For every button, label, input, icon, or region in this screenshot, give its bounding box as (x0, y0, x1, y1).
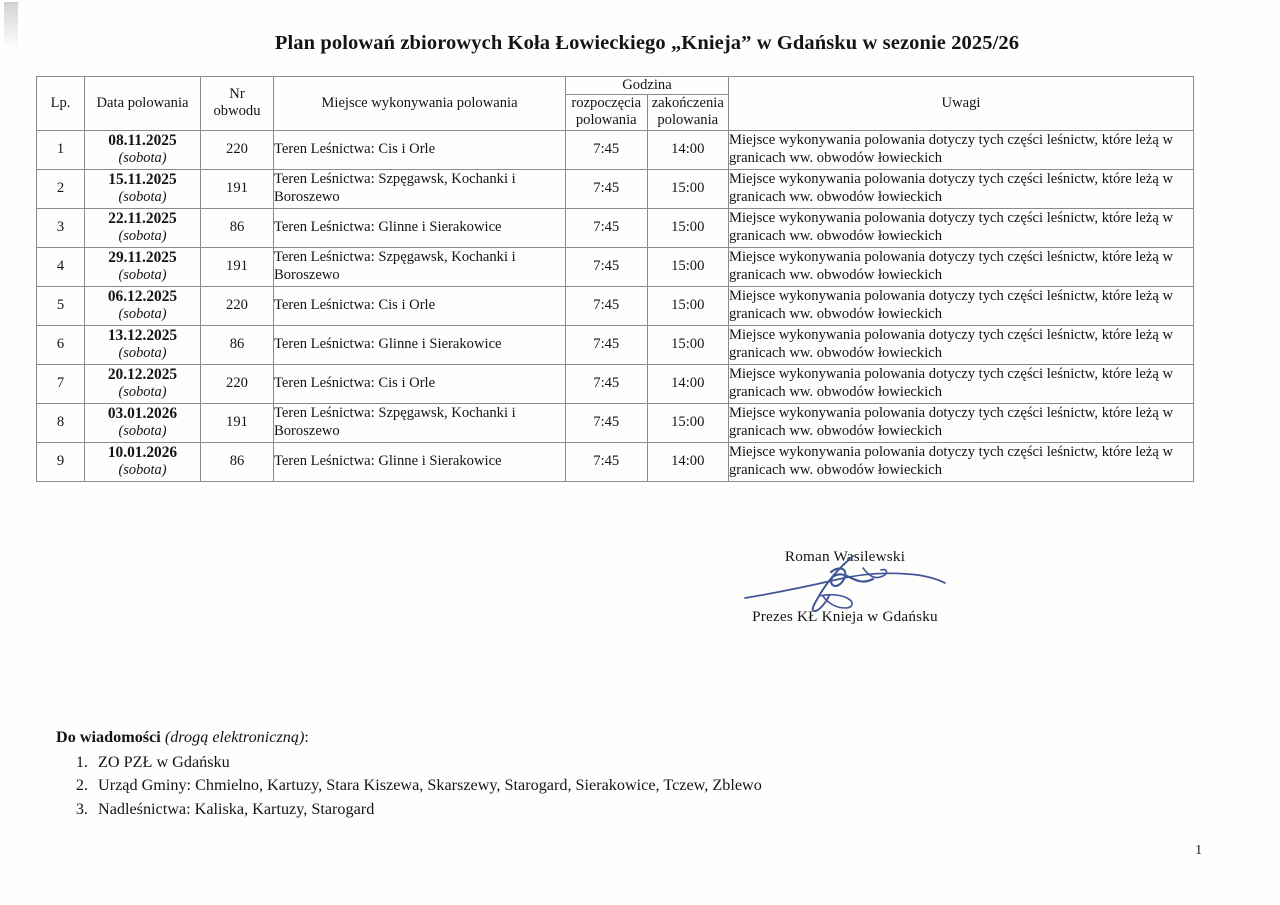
cell-district-number: 86 (201, 325, 274, 364)
cell-notes: Miejsce wykonywania polowania dotyczy tych części leśnictw, które leżą w granicach ww. obwodów łowieckich (729, 325, 1194, 364)
signature-block (700, 548, 990, 626)
page-number: 1 (1195, 842, 1202, 857)
distribution-heading (56, 728, 956, 747)
cell-notes: Miejsce wykonywania polowania dotyczy tych części leśnictw, które leżą w granicach ww. obwodów łowieckich (729, 403, 1194, 442)
cell-place: Teren Leśnictwa: Glinne i Sierakowice (274, 325, 566, 364)
cell-start-time: 7:45 (566, 286, 648, 325)
cell-date (85, 325, 201, 364)
cell-date-weekday: (sobota) (118, 462, 167, 479)
table-row (37, 286, 1194, 325)
distribution-heading-italic: (drogą elektroniczną) (160, 728, 305, 746)
cell-district-number: 191 (201, 403, 274, 442)
cell-lp: 9 (37, 442, 85, 481)
column-header-date: Data polowania (85, 77, 201, 131)
table-row (37, 208, 1194, 247)
table-row (37, 325, 1194, 364)
cell-lp: 2 (37, 169, 85, 208)
cell-date-value: 03.01.2026 (107, 405, 178, 423)
cell-date (85, 364, 201, 403)
cell-lp: 6 (37, 325, 85, 364)
cell-notes: Miejsce wykonywania polowania dotyczy tych części leśnictw, które leżą w granicach ww. obwodów łowieckich (729, 169, 1194, 208)
cell-end-time: 14:00 (647, 130, 729, 169)
table-row (37, 130, 1194, 169)
cell-end-time: 15:00 (647, 169, 729, 208)
cell-notes: Miejsce wykonywania polowania dotyczy tych części leśnictw, które leżą w granicach ww. obwodów łowieckich (729, 130, 1194, 169)
cell-date-weekday: (sobota) (118, 228, 167, 245)
column-header-district-line1: Nr (229, 86, 245, 103)
cell-end-time: 14:00 (647, 364, 729, 403)
cell-date-value: 20.12.2025 (107, 366, 178, 384)
cell-date (85, 130, 201, 169)
column-header-notes: Uwagi (729, 77, 1194, 131)
cell-date (85, 403, 201, 442)
cell-district-number: 220 (201, 130, 274, 169)
cell-notes: Miejsce wykonywania polowania dotyczy tych części leśnictw, które leżą w granicach ww. obwodów łowieckich (729, 286, 1194, 325)
cell-date-value: 13.12.2025 (107, 327, 178, 345)
cell-lp: 8 (37, 403, 85, 442)
cell-start-time: 7:45 (566, 130, 648, 169)
cell-date-weekday: (sobota) (118, 345, 167, 362)
cell-district-number: 220 (201, 364, 274, 403)
table-body (37, 130, 1194, 481)
column-header-start-line1: rozpoczęcia (571, 95, 642, 112)
cell-date (85, 169, 201, 208)
cell-date-value: 29.11.2025 (108, 249, 177, 267)
cell-notes: Miejsce wykonywania polowania dotyczy tych części leśnictw, które leżą w granicach ww. obwodów łowieckich (729, 247, 1194, 286)
handwritten-signature (700, 564, 990, 610)
table-row (37, 442, 1194, 481)
cell-start-time: 7:45 (566, 442, 648, 481)
cell-lp: 5 (37, 286, 85, 325)
cell-date-weekday: (sobota) (118, 423, 167, 440)
cell-date-weekday: (sobota) (118, 267, 167, 284)
column-header-end-time (647, 95, 729, 130)
list-item: 3. Nadleśnictwa: Kaliska, Kartuzy, Starogard (92, 798, 956, 821)
cell-end-time: 15:00 (647, 247, 729, 286)
table-row (37, 247, 1194, 286)
cell-end-time: 15:00 (647, 325, 729, 364)
cell-place: Teren Leśnictwa: Cis i Orle (274, 286, 566, 325)
column-header-hour-group: Godzina (566, 77, 729, 95)
cell-start-time: 7:45 (566, 325, 648, 364)
cell-start-time: 7:45 (566, 364, 648, 403)
cell-date-value: 15.11.2025 (108, 171, 177, 189)
table-header (37, 77, 1194, 131)
cell-date (85, 286, 201, 325)
cell-date (85, 208, 201, 247)
table-row (37, 364, 1194, 403)
column-header-place: Miejsce wykonywania polowania (274, 77, 566, 131)
cell-date (85, 247, 201, 286)
cell-district-number: 191 (201, 169, 274, 208)
column-header-end-line2: polowania (657, 112, 719, 129)
distribution-list (56, 751, 956, 821)
cell-lp: 3 (37, 208, 85, 247)
list-item: 1. ZO PZŁ w Gdańsku (92, 751, 956, 774)
cell-lp: 7 (37, 364, 85, 403)
signatory-name: Roman Wasilewski (784, 548, 906, 565)
cell-date-weekday: (sobota) (118, 189, 167, 206)
cell-date-value: 10.01.2026 (107, 444, 178, 462)
cell-place: Teren Leśnictwa: Cis i Orle (274, 130, 566, 169)
cell-district-number: 191 (201, 247, 274, 286)
cell-end-time: 15:00 (647, 208, 729, 247)
column-header-district (201, 77, 274, 131)
cell-end-time: 15:00 (647, 286, 729, 325)
page-title: Plan polowań zbiorowych Koła Łowieckiego „Knieja” w Gdańsku w sezonie 2025/26 (274, 32, 1020, 54)
signatory-role: Prezes KŁ Knieja w Gdańsku (752, 608, 938, 625)
cell-notes: Miejsce wykonywania polowania dotyczy tych części leśnictw, które leżą w granicach ww. obwodów łowieckich (729, 442, 1194, 481)
list-item: 2. Urząd Gminy: Chmielno, Kartuzy, Stara Kiszewa, Skarszewy, Starogard, Sierakowice, Tczew, Zblewo (92, 774, 956, 797)
cell-date-weekday: (sobota) (118, 150, 167, 167)
cell-date-value: 22.11.2025 (108, 210, 177, 228)
table-row (37, 169, 1194, 208)
cell-place: Teren Leśnictwa: Cis i Orle (274, 364, 566, 403)
cell-end-time: 14:00 (647, 442, 729, 481)
cell-notes: Miejsce wykonywania polowania dotyczy tych części leśnictw, które leżą w granicach ww. obwodów łowieckich (729, 208, 1194, 247)
cell-date-weekday: (sobota) (118, 306, 167, 323)
cell-date-value: 06.12.2025 (107, 288, 178, 306)
cell-lp: 1 (37, 130, 85, 169)
cell-end-time: 15:00 (647, 403, 729, 442)
cell-place: Teren Leśnictwa: Glinne i Sierakowice (274, 208, 566, 247)
column-header-district-line2: obwodu (213, 103, 261, 120)
cell-date (85, 442, 201, 481)
column-header-end-line1: zakończenia (651, 95, 724, 112)
cell-place: Teren Leśnictwa: Szpęgawsk, Kochanki i Boroszewo (274, 169, 566, 208)
cell-date-weekday: (sobota) (118, 384, 167, 401)
cell-start-time: 7:45 (566, 169, 648, 208)
cell-lp: 4 (37, 247, 85, 286)
cell-district-number: 220 (201, 286, 274, 325)
table-header-row-top (37, 77, 1194, 95)
distribution-heading-bold: Do wiadomości (56, 728, 161, 746)
hunting-plan-table (36, 76, 1194, 482)
cell-place: Teren Leśnictwa: Szpęgawsk, Kochanki i Boroszewo (274, 247, 566, 286)
column-header-start-line2: polowania (575, 112, 637, 129)
column-header-lp: Lp. (37, 77, 85, 131)
cell-district-number: 86 (201, 442, 274, 481)
cell-start-time: 7:45 (566, 403, 648, 442)
distribution-block (56, 728, 956, 821)
column-header-start-time (566, 95, 648, 130)
cell-notes: Miejsce wykonywania polowania dotyczy tych części leśnictw, które leżą w granicach ww. obwodów łowieckich (729, 364, 1194, 403)
distribution-heading-colon: : (304, 728, 309, 746)
cell-place: Teren Leśnictwa: Glinne i Sierakowice (274, 442, 566, 481)
cell-date-value: 08.11.2025 (108, 132, 177, 150)
cell-start-time: 7:45 (566, 208, 648, 247)
table-row (37, 403, 1194, 442)
cell-start-time: 7:45 (566, 247, 648, 286)
cell-district-number: 86 (201, 208, 274, 247)
cell-place: Teren Leśnictwa: Szpęgawsk, Kochanki i Boroszewo (274, 403, 566, 442)
